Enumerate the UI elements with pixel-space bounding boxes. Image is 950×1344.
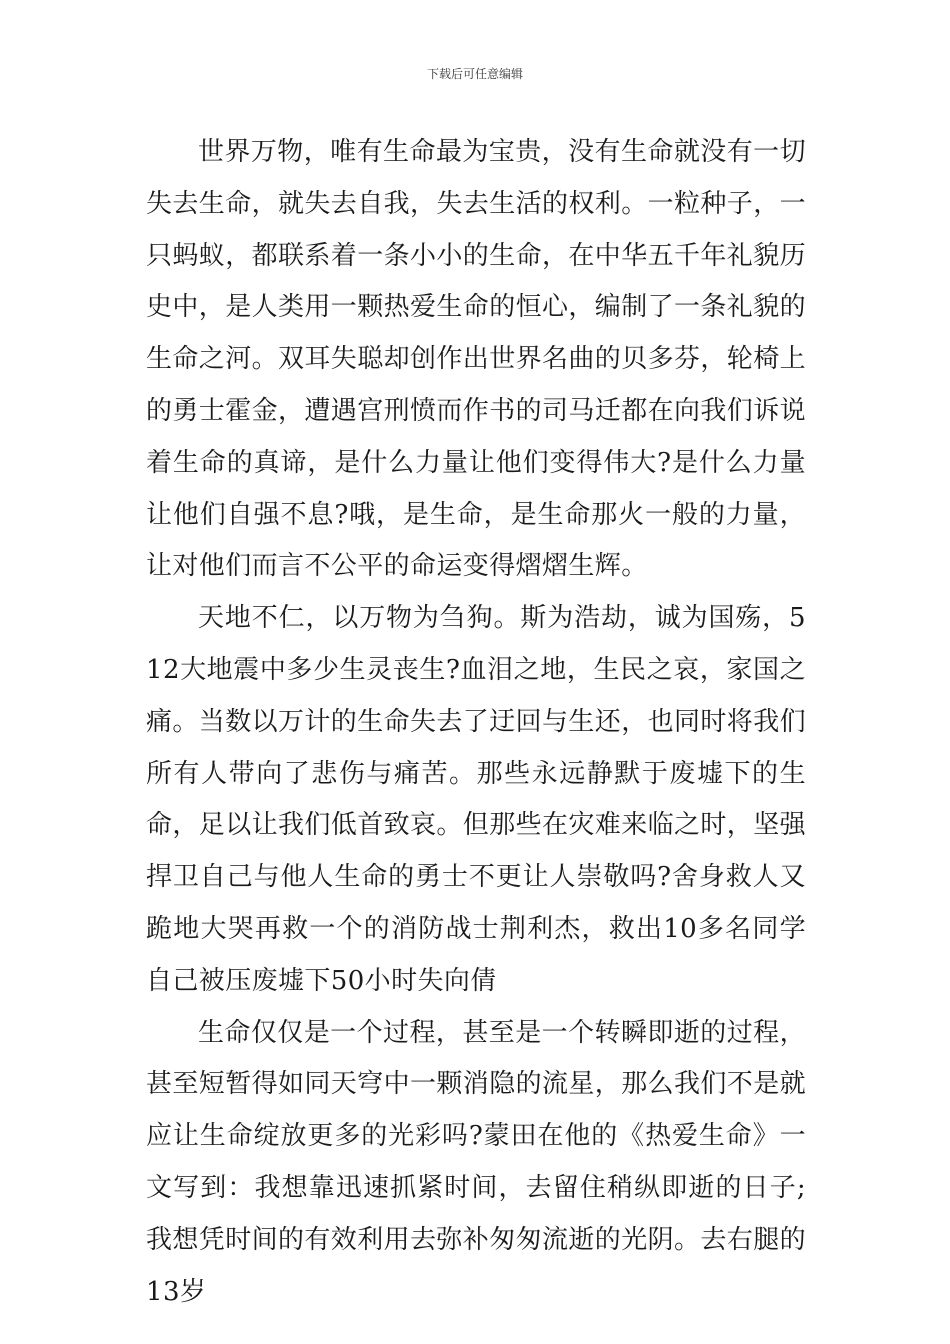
paragraph-2: 天地不仁，以万物为刍狗。斯为浩劫，诚为国殇，512大地震中多少生灵丧生?血泪之地，生民之哀，家国之痛。当数以万计的生命失去了迂回与生还，也同时将我们所有人带向了悲伤与痛苦。那些永远静默于废墟下的生命，足以让我们低首致哀。但那些在灾难来临之时，坚强捍卫自己与他人生命的勇士不更让人崇敬吗?舍身救人又跪地大哭再救一个的消防战士荆利杰，救出10多名同学自己被压废墟下50小时失向倩 bbox=[146, 603, 807, 996]
page-header-note: 下载后可任意编辑 bbox=[426, 67, 523, 81]
document-body bbox=[146, 127, 806, 1318]
paragraph-3: 生命仅仅是一个过程，甚至是一个转瞬即逝的过程，甚至短暂得如同天穹中一颗消隐的流星，那么我们不是就应让生命绽放更多的光彩吗?蒙田在他的《热爱生命》一文写到：我想靠迅速抓紧时间，去留住稍纵即逝的日子;我想凭时间的有效利用去弥补匆匆流逝的光阴。去右腿的13岁 bbox=[146, 1017, 807, 1307]
paragraph-1: 世界万物，唯有生命最为宝贵，没有生命就没有一切失去生命，就失去自我，失去生活的权利。一粒种子，一只蚂蚁，都联系着一条小小的生命，在中华五千年礼貌历史中，是人类用一颗热爱生命的恒心，编制了一条礼貌的生命之河。双耳失聪却创作出世界名曲的贝多芬，轮椅上的勇士霍金，遭遇宫刑愤而作书的司马迁都在向我们诉说着生命的真谛，是什么力量让他们变得伟大?是什么力量让他们自强不息?哦，是生命，是生命那火一般的力量，让对他们而言不公平的命运变得熠熠生辉。 bbox=[146, 137, 807, 582]
